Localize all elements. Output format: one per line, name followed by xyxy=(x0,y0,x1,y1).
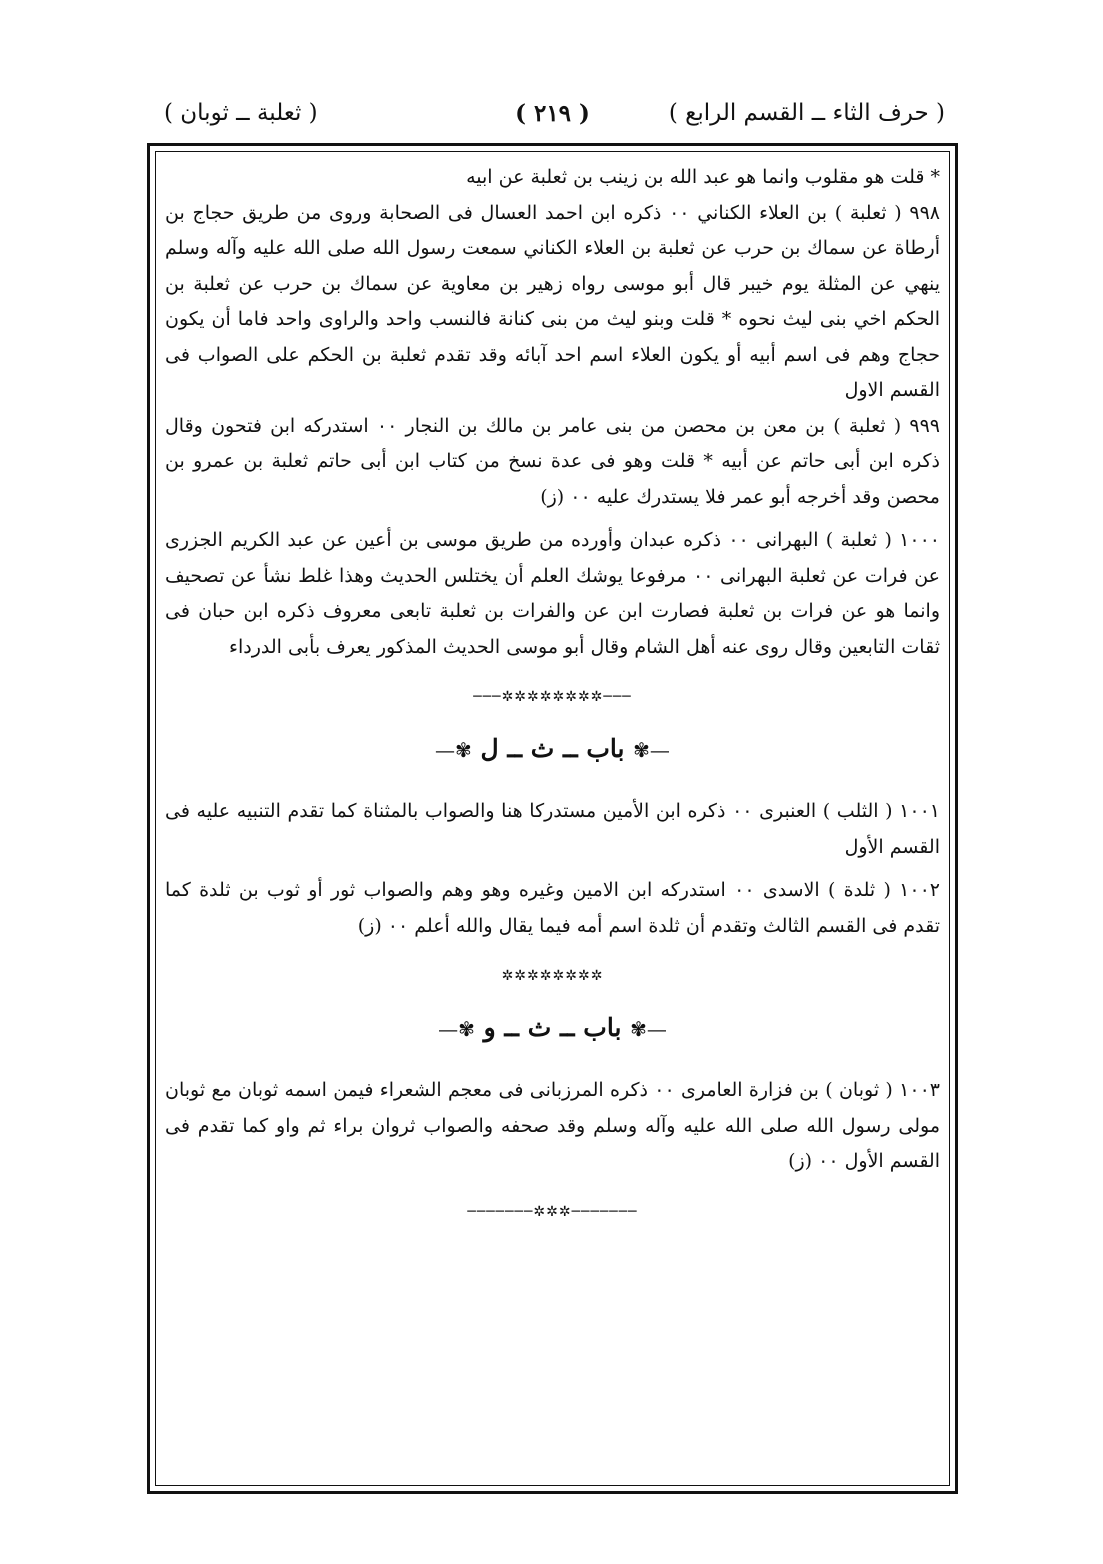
header-section-title: ( حرف الثاء ــ القسم الرابع ) xyxy=(668,100,945,126)
page-header xyxy=(150,100,955,138)
ornament-left-icon: —✾ xyxy=(630,1017,667,1041)
ornamental-divider: ───✲✲✲✲✲✲✲✲─── xyxy=(473,689,632,705)
entry-1003: ١٠٠٣ ( ثوبان ) بن فزارة العامرى ٠٠ ذكره المرزبانى فى معجم الشعراء فيمن اسمه ثوبان مع ثوبان مولى رسول الله صلى الله عليه وآله وسلم وقد صحفه والصواب ثروان براء ثم واو كما تقدم فى القسم الأول ٠٠ (ز) xyxy=(165,1079,940,1172)
entry-1001: ١٠٠١ ( الثلب ) العنبرى ٠٠ ذكره ابن الأمين مستدركا هنا والصواب بالمثناة كما تقدم التنبيه عليه فى القسم الأول xyxy=(165,800,940,858)
section-heading-thaw xyxy=(165,1008,940,1049)
page-body xyxy=(165,160,940,1244)
page-number: ( ٢١٩ ) xyxy=(515,100,590,127)
ornamental-divider: ✲✲✲✲✲✲✲✲ xyxy=(501,968,604,984)
entry-999: ٩٩٩ ( ثعلبة ) بن معن بن محصن من بنى عامر بن مالك بن النجار ٠٠ استدركه ابن فتحون وقال ذكره ابن أبى حاتم عن أبيه * قلت وهو فى عدة نسخ من كتاب ابن أبى حاتم ثعلبة بن عمرو بن محصن وقد أخرجه أبو عمر فلا يستدرك عليه ٠٠ (ز) xyxy=(165,414,940,508)
header-entry-range: ( ثعلبة ــ ثوبان ) xyxy=(164,100,318,126)
section-heading-thal xyxy=(165,729,940,770)
entry-998: ٩٩٨ ( ثعلبة ) بن العلاء الكناني ٠٠ ذكره ابن احمد العسال فى الصحابة وروى من طريق حجاج بن أرطاة عن سماك بن حرب عن ثعلبة بن العلاء الكناني سمعت رسول الله صلى الله عليه وآله وسلم ينهي عن المثلة يوم خيبر قال أبو موسى رواه زهير بن معاوية عن سماك بن حرب عن ثعلبة بن الحكم اخي بنى ليث نحوه * قلت وبنو ليث من بنى كنانة فالنسب واحد والراوى واحد فاما أن يكون حجاج وهم فى اسم أبيه أو يكون العلاء اسم احد آبائه وقد تقدم ثعلبة بن الحكم على الصواب فى القسم الاول xyxy=(165,201,940,401)
ornament-right-icon: ✾— xyxy=(438,1017,475,1041)
ornament-left-icon: —✾ xyxy=(633,738,670,762)
paragraph-note: * قلت هو مقلوب وانما هو عبد الله بن زينب بن ثعلبة عن ابيه xyxy=(466,166,940,188)
section-heading-text: باب ــ ث ــ و xyxy=(483,1013,622,1042)
ornament-right-icon: ✾— xyxy=(435,738,472,762)
section-heading-text: باب ــ ث ــ ل xyxy=(480,734,625,763)
ornamental-divider-end: ───────✲✲✲─────── xyxy=(467,1203,638,1220)
entry-1002: ١٠٠٢ ( ثلدة ) الاسدى ٠٠ استدركه ابن الامين وغيره وهو وهم والصواب ثور أو ثوب بن ثلدة كما تقدم فى القسم الثالث وتقدم أن ثلدة اسم أمه فيما يقال والله أعلم ٠٠ (ز) xyxy=(165,879,940,937)
entry-1000: ١٠٠٠ ( ثعلبة ) البهرانى ٠٠ ذكره عبدان وأورده من طريق موسى بن أعين عن عبد الكريم الجزرى عن فرات عن ثعلبة البهرانى ٠٠ مرفوعا يوشك العلم أن يختلس الحديث وهذا غلط نشأ عن تصحيف وانما هو عن فرات بن ثعلبة فصارت ابن عن والفرات بن ثعلبة تابعى معروف ذكره ابن حبان فى ثقات التابعين وقال روى عنه أهل الشام وقال أبو موسى الحديث المذكور يعرف بأبى الدرداء xyxy=(165,529,941,658)
